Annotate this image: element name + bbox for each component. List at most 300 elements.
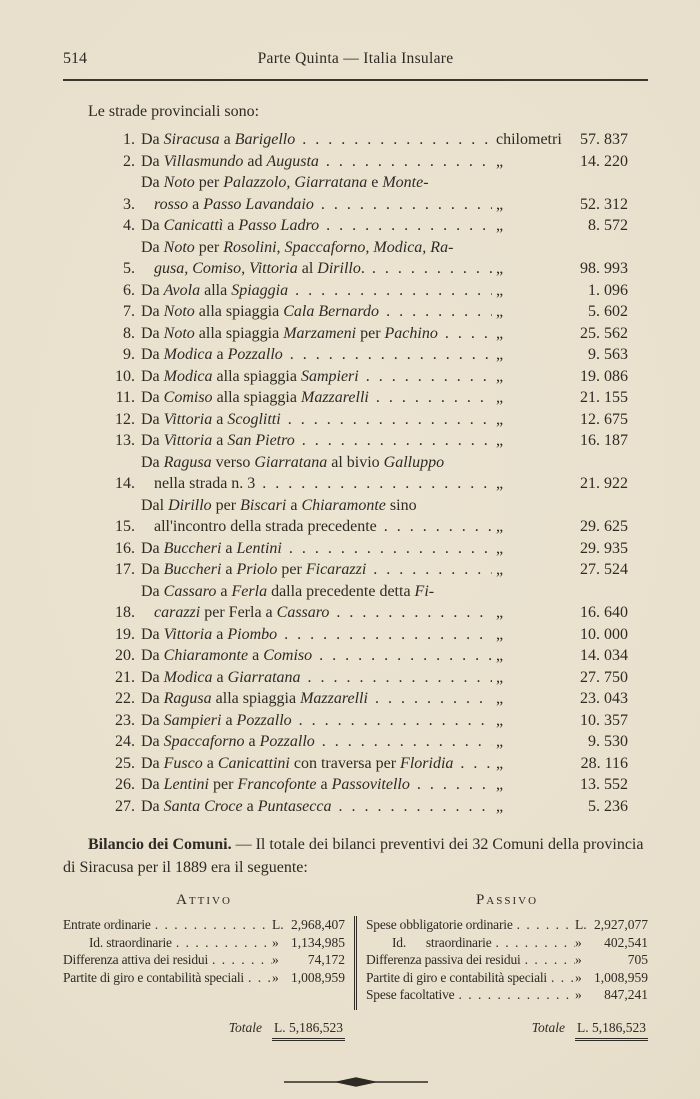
total-currency: L. [577,1019,589,1035]
road-number: 16. [115,539,135,557]
road-item [108,753,628,775]
distance-value: 52. 312 [580,195,628,213]
place-name: Vittoria [163,625,213,643]
road-number: 25. [115,754,135,772]
leader-dots [366,559,492,581]
distance-value: 21. 922 [580,475,628,492]
place-name: Vittoria [163,410,213,428]
balance-row [366,951,648,969]
leader-dots [281,409,492,431]
leader-dots [547,969,575,987]
balance-value: 705 [627,952,648,967]
unit-mark: „ [496,152,504,170]
balance-row [366,916,648,934]
distance-value: 28. 116 [580,754,628,772]
road-text-line [141,430,492,452]
balance-value: 2,927,077 [594,917,648,932]
currency-mark: » [272,952,279,967]
distance-value: 23. 043 [580,690,628,707]
currency-mark: » [575,969,582,985]
roads-list [108,129,628,817]
unit-mark: „ [496,625,504,643]
distance-value: 29. 625 [580,518,628,535]
place-name: Avola [163,281,201,299]
place-name: Noto [163,174,195,191]
distance-value: 8. 572 [588,217,628,234]
place-name: Monte- [382,174,429,191]
distance-value: 14. 220 [580,152,628,170]
leader-dots [315,731,492,753]
road-item [108,215,628,237]
leader-dots [319,151,492,173]
road-text [141,387,492,409]
place-name: Modica [163,367,213,385]
distance-value: 14. 034 [580,647,628,664]
place-name: San Pietro [227,432,295,449]
leader-dots [282,538,492,560]
leader-dots [454,986,575,1004]
distance-value: 19. 086 [580,367,628,385]
page-number: 514 [63,50,87,67]
road-number: 14. [115,475,135,492]
place-name: Cassaro [163,582,217,600]
road-text-content: Da Chiaramonte a Comiso [141,647,313,664]
passivo-column [357,892,648,1041]
road-item [108,710,628,732]
leader-dots [329,602,492,624]
place-name: Modica [163,668,213,686]
place-name: Canicattini [217,754,290,772]
place-name: Floridia [400,754,454,772]
road-text-line [141,796,492,818]
distance-value: 9. 530 [588,733,628,750]
road-number: 4. [123,217,135,234]
distance-value: 57. 837 [580,131,628,148]
balance-value: 402,541 [604,934,648,950]
road-text-line [154,473,492,495]
road-text [141,129,492,151]
distance-value: 5. 236 [588,797,628,815]
bilancio-text: Il totale dei bilanci preventivi dei 32 Comuni della provincia di Siracusa per il 1889 era il seguente: [63,836,644,876]
road-text-content: gusa, Comiso, Vittoria al Dirillo. [154,260,365,277]
road-number: 6. [123,281,135,299]
road-number: 24. [115,733,135,750]
distance-value: 27. 524 [580,561,628,578]
balance-row [63,969,345,987]
road-text-content: rosso a Passo Lavandaio [154,195,314,213]
attivo-rows [63,916,345,986]
unit-mark: „ [496,260,504,277]
currency-mark: » [272,969,279,985]
place-name: Mazzarelli [300,690,368,707]
place-name: Pozzallo [236,711,292,729]
road-text-content: Da Buccheri a Lentini [141,539,282,557]
road-text-line [141,731,492,753]
road-text-line [141,624,492,646]
road-text-line [154,602,492,624]
road-text [141,323,492,345]
leader-dots [331,796,492,818]
road-text-content: all'incontro della strada precedente [154,518,377,535]
place-name: rosso [154,195,189,213]
distance-value: 21. 155 [580,389,628,406]
road-item [108,452,628,495]
road-text [141,710,492,732]
unit-mark: „ [496,797,504,815]
total-amount: 5,186,523 [592,1019,646,1035]
unit-mark: „ [496,410,504,428]
distance-value: 25. 562 [580,324,628,342]
road-text-line: Da Cassaro a Ferla dalla precedente detta Fi- [141,582,435,600]
currency-mark: » [575,934,582,950]
road-item [108,280,628,302]
road-item [108,366,628,388]
passivo-rows [366,916,648,1004]
leader-dots [151,916,272,934]
balance-row [63,951,345,969]
distance-value: 5. 602 [588,303,628,320]
place-name: Noto [163,238,195,256]
place-name: Noto [163,303,195,320]
road-text-content: Da Sampieri a Pozzallo [141,711,292,729]
place-name: Dirillo [168,496,212,514]
road-item [108,151,628,173]
total-value [272,1020,345,1041]
road-item [108,129,628,151]
road-text-line [141,710,492,732]
place-name: Spiaggia [231,281,289,299]
balance-value: 2,968,407 [291,917,345,932]
road-number: 7. [123,303,135,320]
distance-value: 1. 096 [588,281,628,299]
road-item [108,559,628,581]
unit-mark: „ [496,281,504,299]
place-name: Lentini [163,776,209,793]
place-name: Mazzarelli [300,389,369,406]
road-item [108,172,628,215]
leader-dots [492,934,576,952]
road-number: 21. [115,668,135,686]
road-text-line [141,753,492,775]
road-number: 5. [123,260,135,277]
place-name: Sampieri [300,367,359,385]
distance-value: 98. 993 [580,260,628,277]
place-name: Cala Bernardo [283,303,380,320]
place-name: Marzameni [283,324,357,342]
distance-value: 16. 187 [580,432,628,449]
currency-mark: » [575,987,582,1002]
unit-mark: „ [496,389,504,406]
place-name: Biscari [240,496,287,514]
page-header [63,50,648,72]
road-text-content: Da Fusco a Canicattini con traversa per Floridia [141,754,454,772]
leader-dots [312,645,492,667]
road-text [141,796,492,818]
road-text-content: Da Vittoria a San Pietro [141,432,295,449]
road-text-content: Da Modica a Giarratana [141,668,301,686]
road-text [141,753,492,775]
unit-mark: „ [496,303,504,320]
currency-mark: » [575,952,582,967]
road-text [141,559,492,581]
road-text [141,409,492,431]
place-name: Piombo [227,625,278,643]
place-name: Siracusa [163,131,220,148]
road-number: 1. [123,131,135,148]
balance-value: 847,241 [604,987,648,1002]
leader-dots [283,344,492,366]
road-item [108,495,628,538]
balance-label: Id. straordinarie [392,934,492,950]
road-text-content: Da Comiso alla spiaggia Mazzarelli [141,389,369,406]
balance-row [366,969,648,987]
leader-dots [377,516,492,538]
unit-mark: „ [496,518,504,535]
road-text-content: Da Noto alla spiaggia Cala Bernardo [141,303,380,320]
unit-mark: chilometri [496,131,562,148]
place-name: Francofonte [237,776,317,793]
road-text-content: Da Villasmundo ad Augusta [141,152,319,170]
balance-label: Spese facoltative [366,987,455,1002]
road-item [108,237,628,280]
attivo-column [63,892,354,1041]
distance-value: 10. 000 [580,625,628,643]
distance-value: 29. 935 [580,539,628,557]
road-number: 13. [115,432,135,449]
place-name: Galluppo [383,453,445,471]
road-item [108,301,628,323]
road-number: 18. [115,604,135,621]
header-rule [63,79,648,81]
road-number: 27. [115,797,135,815]
leader-dots [369,387,492,409]
road-text [141,344,492,366]
road-text-line [141,387,492,409]
leader-dots [410,774,492,796]
place-name: Pozzallo [227,346,283,363]
distance-value: 27. 750 [580,668,628,686]
road-text-content: Da Vittoria a Scoglitti [141,410,281,428]
place-name: Rosolini, Spaccaforno, Modica, Ra- [223,238,454,256]
place-name: Sampieri [163,711,222,729]
leader-dots [288,280,492,302]
road-text [141,301,492,323]
road-item [108,624,628,646]
bilancio-paragraph [63,834,648,879]
place-name: Pachino [384,324,438,342]
passivo-title: Passivo [475,892,539,908]
leader-dots [368,688,492,710]
intro-line: Le strade provinciali sono: [88,103,260,120]
road-item [108,688,628,710]
unit-mark: „ [496,604,504,621]
attivo-title: Attivo [176,892,232,908]
road-text-content: Da Vittoria a Piombo [141,625,278,643]
unit-mark: „ [496,475,504,492]
road-text-line [141,215,492,237]
place-name: Ficarazzi [305,561,367,578]
road-item [108,731,628,753]
road-number: 26. [115,776,135,793]
road-text [141,495,492,538]
road-item [108,387,628,409]
place-name: Villasmundo [163,152,244,170]
road-text [141,581,492,624]
road-number: 10. [115,367,135,385]
place-name: Augusta [266,152,319,170]
currency-mark: » [272,934,279,950]
leader-dots [277,624,492,646]
unit-mark: „ [496,690,504,707]
balance-row [63,916,345,934]
total-currency: L. [274,1019,286,1035]
bilancio-dash: — [231,836,256,853]
balance-row [63,934,345,952]
leader-dots [314,194,492,216]
leader-dots [365,258,492,280]
road-text-content: Da Avola alla Spiaggia [141,281,289,299]
road-text-content: Da Modica alla spiaggia Sampieri [141,367,359,385]
road-text-line [154,258,492,280]
place-name: Lentini [236,539,282,557]
road-text-line [141,129,492,151]
leader-dots [521,951,575,969]
road-text-line: Dal Dirillo per Biscari a Chiaramonte sino [141,496,417,514]
road-text-content: Da Siracusa a Barigello [141,131,296,148]
road-text-content: Da Lentini per Francofonte a Passovitello [141,776,410,793]
road-text [141,774,492,796]
unit-mark: „ [496,432,504,449]
balance-label: Differenza passiva dei residui [366,952,521,967]
road-text [141,452,492,495]
running-title: Parte Quinta — Italia Insulare [257,50,454,67]
road-text-line [141,645,492,667]
place-name: Passo Ladro [238,217,320,234]
road-item [108,344,628,366]
road-item [108,645,628,667]
unit-mark: „ [496,539,504,557]
unit-mark: „ [496,195,504,213]
balance-value: 1,008,959 [291,969,345,985]
road-number: 19. [115,625,135,643]
place-name: Giarratana [254,453,328,471]
place-name: Giarratana [227,668,301,686]
place-name: Palazzolo, Giarratana [223,174,368,191]
road-text-line [141,280,492,302]
road-text [141,280,492,302]
road-text-content: Da Modica a Pozzallo [141,346,283,363]
road-text-line [141,774,492,796]
place-name: Chiaramonte [301,496,386,514]
place-name: Comiso [263,647,313,664]
place-name: Passovitello [331,776,410,793]
place-name: Canicattì [163,217,224,234]
road-text [141,624,492,646]
road-text-line [154,516,492,538]
road-text-line [141,301,492,323]
leader-dots [379,301,492,323]
road-item [108,796,628,818]
road-text-line [141,538,492,560]
road-text-line [141,667,492,689]
currency-mark: L. [272,917,284,932]
road-text-line: Da Noto per Rosolini, Spaccaforno, Modica, Ra- [141,238,454,256]
road-item [108,667,628,689]
road-text-line [141,151,492,173]
road-text [141,645,492,667]
place-name: Scoglitti [227,410,281,428]
place-name: Santa Croce [163,797,243,815]
road-number: 17. [115,561,135,578]
passivo-total [366,1004,648,1041]
bilancio-lead: Bilancio dei Comuni. [88,836,232,853]
total-label: Totale [228,1019,262,1035]
balance-label: Partite di giro e contabilità speciali [63,969,244,985]
road-text-content: Da Buccheri a Priolo per Ficarazzi [141,561,367,578]
road-text-content: Da Ragusa alla spiaggia Mazzarelli [141,690,368,707]
place-name: Ragusa [163,453,212,471]
road-text-line [141,366,492,388]
place-name: Ragusa [163,690,212,707]
road-text [141,430,492,452]
unit-mark: „ [496,776,504,793]
balance-row [366,934,648,952]
road-text [141,731,492,753]
unit-mark: „ [496,561,504,578]
road-number: 12. [115,410,135,428]
place-name: Buccheri [163,539,222,557]
unit-mark: „ [496,647,504,664]
road-number: 11. [115,389,135,406]
distance-value: 13. 552 [580,776,628,793]
road-text [141,237,492,280]
place-name: Spaccaforno [163,733,245,750]
balance-label: Entrate ordinarie [63,917,151,932]
leader-dots [295,430,492,452]
unit-mark: „ [496,711,504,729]
balance-label: Partite di giro e contabilità speciali [366,969,547,985]
leader-dots [453,753,492,775]
balance-value: 1,008,959 [594,969,648,985]
place-name: Dirillo [317,260,361,277]
leader-dots [208,951,272,969]
road-number: 8. [123,324,135,342]
road-text-content: carazzi per Ferla a Cassaro [154,604,330,621]
balance-label: Id. straordinarie [89,934,172,950]
road-text-line [141,409,492,431]
road-item [108,323,628,345]
unit-mark: „ [496,217,504,234]
road-text [141,667,492,689]
road-text [141,538,492,560]
balance-label: Differenza attiva dei residui [63,952,209,967]
total-label: Totale [531,1019,565,1035]
place-name: Comiso [163,389,213,406]
balance-row [366,986,648,1004]
unit-mark: „ [496,668,504,686]
road-text-line: Da Ragusa verso Giarratana al bivio Galluppo [141,453,445,471]
road-text [141,366,492,388]
total-value [575,1020,648,1041]
place-name: Noto [163,324,195,342]
leader-dots [244,969,272,987]
unit-mark: „ [496,754,504,772]
distance-value: 10. 357 [580,711,628,729]
unit-mark: „ [496,324,504,342]
road-item [108,430,628,452]
road-number: 20. [115,647,135,664]
place-name: Ferla [231,582,268,600]
